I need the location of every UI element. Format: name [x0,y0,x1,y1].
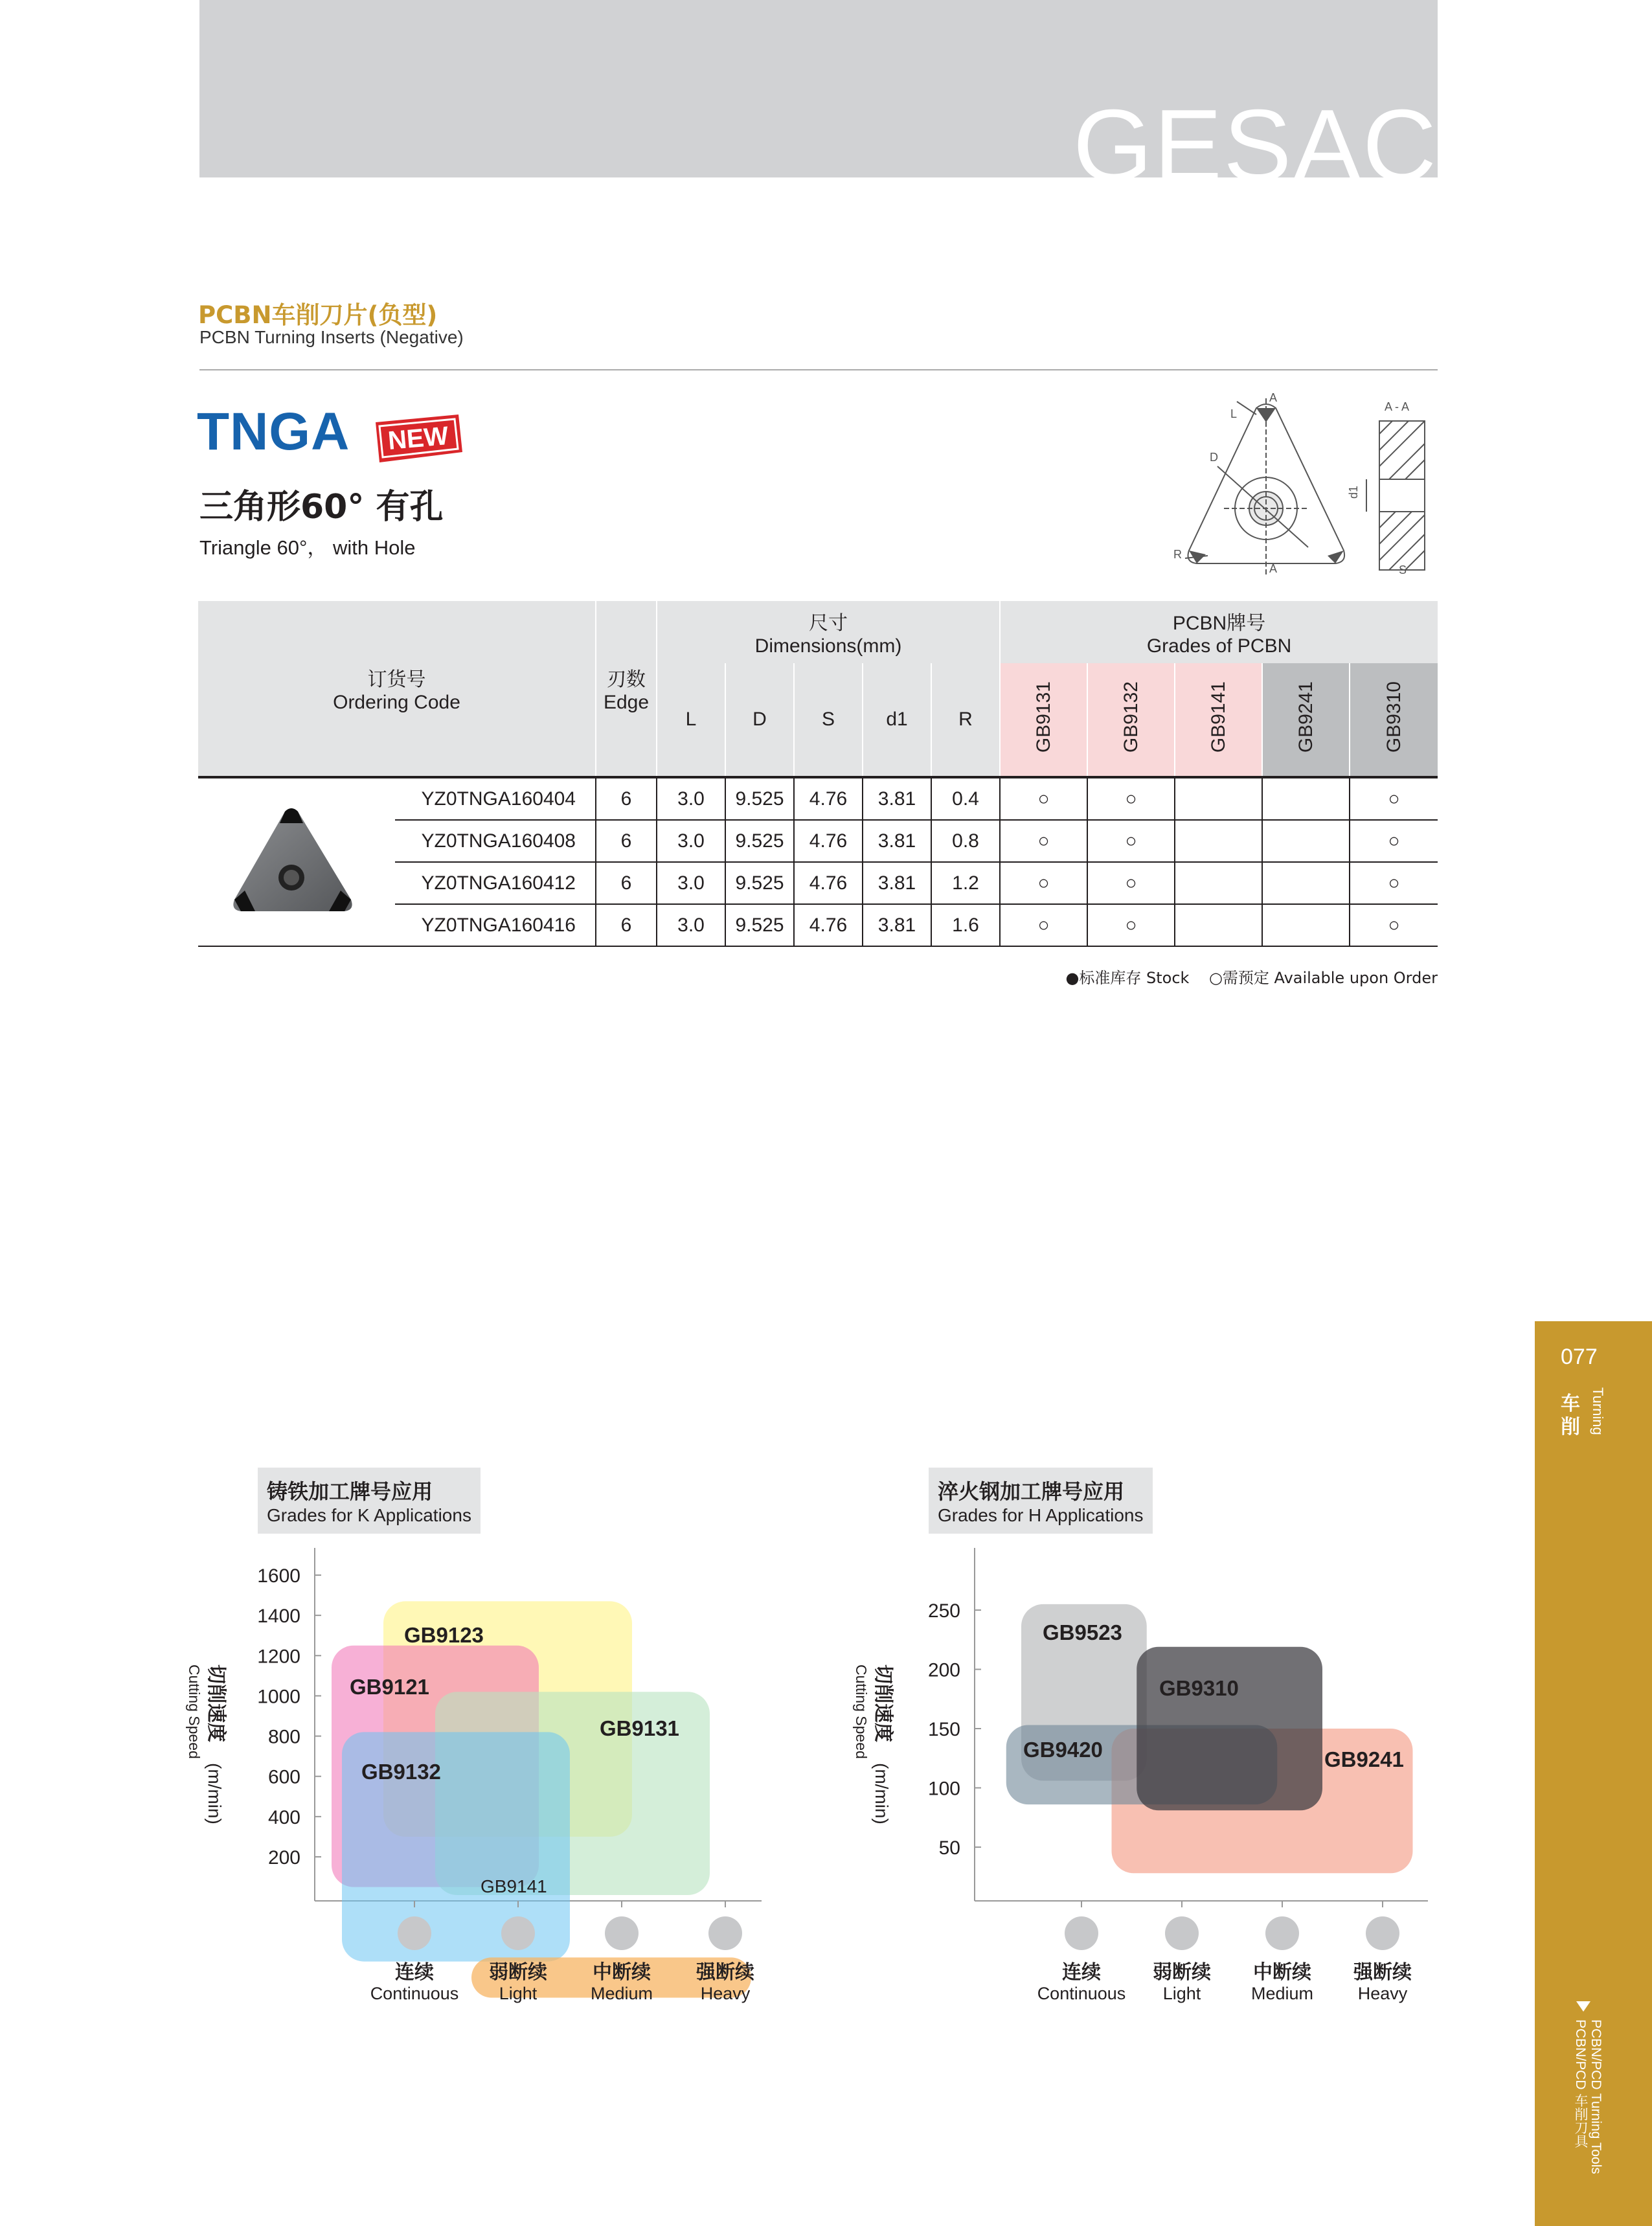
chart-h-title-cn: 淬火钢加工牌号应用 [938,1479,1125,1504]
edge-header [596,601,657,777]
chart-h-category-en: Heavy [1357,1984,1408,2003]
grade-cell: ○ [1000,820,1087,862]
edge-header-cn: 刃数 [607,669,646,690]
chart-h-region-label: GB9420 [1023,1738,1103,1762]
grade-cell: ○ [1350,777,1438,820]
grade-cell: ○ [1087,904,1175,946]
grade-col-header [1350,663,1438,777]
dim-col-header: S [794,663,863,777]
dimensions-header [657,601,1000,663]
edge-header-en: Edge [603,692,650,713]
section-side-tab [1535,1321,1652,2226]
chart-k-y-label-cn: 切削速度 [205,1664,227,1742]
drawing-label-s: S [1399,563,1407,576]
chart-k-y-tick-label: 200 [267,1847,300,1868]
dim-value-l: 3.0 [657,777,725,820]
dim-value-r: 1.6 [931,904,1000,946]
chart-h-y-label-en: Cutting Speed [853,1664,870,1759]
grade-col-header [1262,663,1350,777]
triangle-down-icon [1576,2001,1590,2012]
chart-k-y-tick-label: 800 [267,1726,300,1748]
chart-h [855,1548,1438,2027]
grade-cell: ○ [1087,777,1175,820]
grade-cell: ○ [1000,862,1087,904]
dim-value-d: 9.525 [725,862,794,904]
chart-h-interruption-icon [1165,1916,1199,1950]
chart-h-y-tick-label: 200 [927,1659,960,1681]
chart-k-interruption-icon [398,1916,431,1950]
edge-value: 6 [596,777,657,820]
grade-cell: ○ [1000,777,1087,820]
chart-k-title-cn: 铸铁加工牌号应用 [267,1479,433,1504]
side-tab-footer-cn: PCBN/PCD 车削刀具 [1573,2019,1588,2148]
drawing-label-r: R [1173,548,1182,561]
chart-k-y-tick-label: 1600 [257,1565,300,1587]
chart-k-category-en: Continuous [370,1984,459,2003]
drawing-label-d: D [1210,451,1218,464]
grades-header-en: Grades of PCBN [1146,635,1292,657]
chart-h-title-en: Grades for H Applications [938,1505,1144,1525]
grade-col-label: GB9131 [1032,681,1054,753]
dim-value-r: 1.2 [931,862,1000,904]
dim-value-d: 9.525 [725,820,794,862]
chart-k-category-en: Medium [590,1984,653,2003]
chart-k-y-tick-label: 1400 [257,1606,300,1628]
shape-title-en: Triangle 60°， with Hole [199,536,416,559]
spec-table [198,601,1438,947]
chart-h-interruption-icon [1065,1916,1098,1950]
drawing-label-d1: d1 [1347,485,1360,499]
grades-header [1000,601,1438,663]
drawing-label-a-top: A [1269,391,1278,404]
grade-col-header [1087,663,1175,777]
chart-k-region-label: GB9141 [481,1876,547,1896]
dimensions-header-cn: 尺寸 [809,613,848,634]
dim-value-d: 9.525 [725,777,794,820]
edge-value: 6 [596,904,657,946]
grade-cell [1175,777,1262,820]
dim-value-l: 3.0 [657,820,725,862]
grade-cell: ○ [1350,862,1438,904]
shape-title-cn: 三角形60° 有孔 [199,488,444,527]
model-title: TNGA [197,402,350,461]
chart-k-category-en: Heavy [700,1984,751,2003]
dim-value-l: 3.0 [657,904,725,946]
grade-cell [1262,820,1350,862]
grade-cell: ○ [1350,820,1438,862]
page-number: 077 [1561,1345,1598,1369]
chart-h-category-cn: 弱断续 [1153,1962,1211,1983]
insert-image-cell [198,777,395,946]
new-badge-text: NEW [387,422,450,455]
section-title-en: PCBN Turning Inserts (Negative) [199,327,464,347]
chart-k-category-cn: 弱断续 [489,1962,547,1983]
grade-cell [1262,777,1350,820]
grade-col-label: GB9141 [1207,681,1229,753]
grade-cell: ○ [1087,862,1175,904]
chart-h-y-tick-label: 150 [927,1719,960,1740]
chart-k-y-tick-label: 600 [267,1766,300,1788]
chart-k [188,1548,790,2027]
dim-value-d: 9.525 [725,904,794,946]
insert-photo-icon [212,795,381,924]
chart-h-y-tick-label: 50 [938,1837,960,1859]
grade-col-label: GB9241 [1295,681,1317,753]
ordering-code-header-cn: 订货号 [367,669,426,690]
dim-value-s: 4.76 [794,904,863,946]
grades-header-cn: PCBN牌号 [1172,613,1266,634]
grade-cell [1262,904,1350,946]
chart-h-y-unit: (m/min) [872,1763,892,1824]
chart-h-region-label: GB9523 [1043,1620,1122,1644]
chart-h-category-cn: 强断续 [1353,1962,1412,1983]
insert-technical-drawing [1166,389,1438,576]
chart-h-interruption-icon [1265,1916,1299,1950]
section-divider [199,369,1438,370]
grade-cell: ○ [1350,904,1438,946]
chart-k-category-cn: 强断续 [696,1962,754,1983]
chart-k-region-label: GB9131 [600,1716,679,1740]
ordering-code: YZ0TNGA160408 [395,820,596,862]
grade-cell [1175,904,1262,946]
side-tab-footer-en: PCBN/PCD Turning Tools [1589,2019,1603,2174]
section-title-cn: PCBN车削刀片(负型) [198,301,438,329]
dim-col-header: L [657,663,725,777]
dim-col-header: d1 [863,663,931,777]
chart-k-y-unit: (m/min) [205,1763,225,1824]
legend-order: ○需预定 Available upon Order [1208,969,1438,987]
dim-value-l: 3.0 [657,862,725,904]
ordering-code-header-en: Ordering Code [333,692,460,713]
chart-h-category-cn: 中断续 [1253,1962,1311,1983]
grade-cell: ○ [1000,904,1087,946]
chart-k-title-en: Grades for K Applications [267,1505,471,1525]
dim-value-s: 4.76 [794,820,863,862]
legend-stock: ●标准库存 Stock [1065,969,1190,987]
grade-cell [1175,862,1262,904]
ordering-code-header [198,601,596,777]
drawing-label-section: A - A [1385,400,1410,413]
brand-logo-text: GESAC [1072,89,1438,203]
dim-value-s: 4.76 [794,862,863,904]
chart-h-category-en: Light [1162,1984,1201,2003]
dim-value-r: 0.8 [931,820,1000,862]
chart-k-category-cn: 连续 [395,1962,434,1983]
chart-k-category-en: Light [499,1984,537,2003]
ordering-code: YZ0TNGA160412 [395,862,596,904]
chart-k-y-tick-label: 1200 [257,1646,300,1668]
chart-h-region-gb9310 [1137,1647,1322,1811]
new-badge-icon [373,413,465,466]
dim-col-header: R [931,663,1000,777]
ordering-code: YZ0TNGA160416 [395,904,596,946]
edge-value: 6 [596,862,657,904]
side-tab-section-cn: 车削 [1561,1392,1580,1438]
header-banner [199,0,1438,203]
dimensions-header-en: Dimensions(mm) [754,635,902,657]
chart-k-y-tick-label: 400 [267,1806,300,1828]
chart-h-region-label: GB9241 [1324,1747,1404,1771]
chart-h-interruption-icon [1366,1916,1399,1950]
chart-k-y-tick-label: 1000 [257,1686,300,1708]
chart-k-region-label: GB9132 [361,1760,441,1784]
chart-k-region-label: GB9123 [404,1623,484,1647]
chart-k-title-box [258,1468,481,1534]
chart-h-y-tick-label: 250 [927,1600,960,1622]
drawing-label-l: L [1230,407,1238,420]
side-tab-section-en: Turning [1590,1387,1606,1435]
dim-value-s: 4.76 [794,777,863,820]
grade-col-header [1175,663,1262,777]
grade-cell [1175,820,1262,862]
side-tab-footer [1572,2019,1603,2174]
chart-k-category-cn: 中断续 [593,1962,651,1983]
chart-h-region-label: GB9310 [1159,1676,1239,1700]
edge-value: 6 [596,820,657,862]
chart-h-category-en: Medium [1250,1984,1314,2003]
grade-col-label: GB9310 [1383,681,1405,753]
chart-k-interruption-icon [708,1916,742,1950]
chart-h-y-label-cn: 切削速度 [872,1664,894,1742]
grade-col-label: GB9132 [1120,681,1142,753]
grade-cell: ○ [1087,820,1175,862]
dim-value-r: 0.4 [931,777,1000,820]
grade-col-header [1000,663,1087,777]
dim-value-d1: 3.81 [863,904,931,946]
chart-h-category-cn: 连续 [1062,1962,1101,1983]
dim-value-d1: 3.81 [863,820,931,862]
availability-legend [1065,965,1438,988]
grade-cell [1262,862,1350,904]
ordering-code: YZ0TNGA160404 [395,777,596,820]
drawing-label-a-bottom: A [1269,562,1278,575]
chart-h-title-box [929,1468,1153,1534]
dim-value-d1: 3.81 [863,862,931,904]
dim-col-header: D [725,663,794,777]
chart-h-y-tick-label: 100 [927,1778,960,1800]
chart-h-category-en: Continuous [1037,1984,1126,2003]
dim-value-d1: 3.81 [863,777,931,820]
chart-k-y-label-en: Cutting Speed [186,1664,203,1759]
chart-k-interruption-icon [501,1916,535,1950]
chart-k-interruption-icon [605,1916,639,1950]
table-row [198,777,1438,820]
chart-k-region-label: GB9121 [350,1675,429,1699]
